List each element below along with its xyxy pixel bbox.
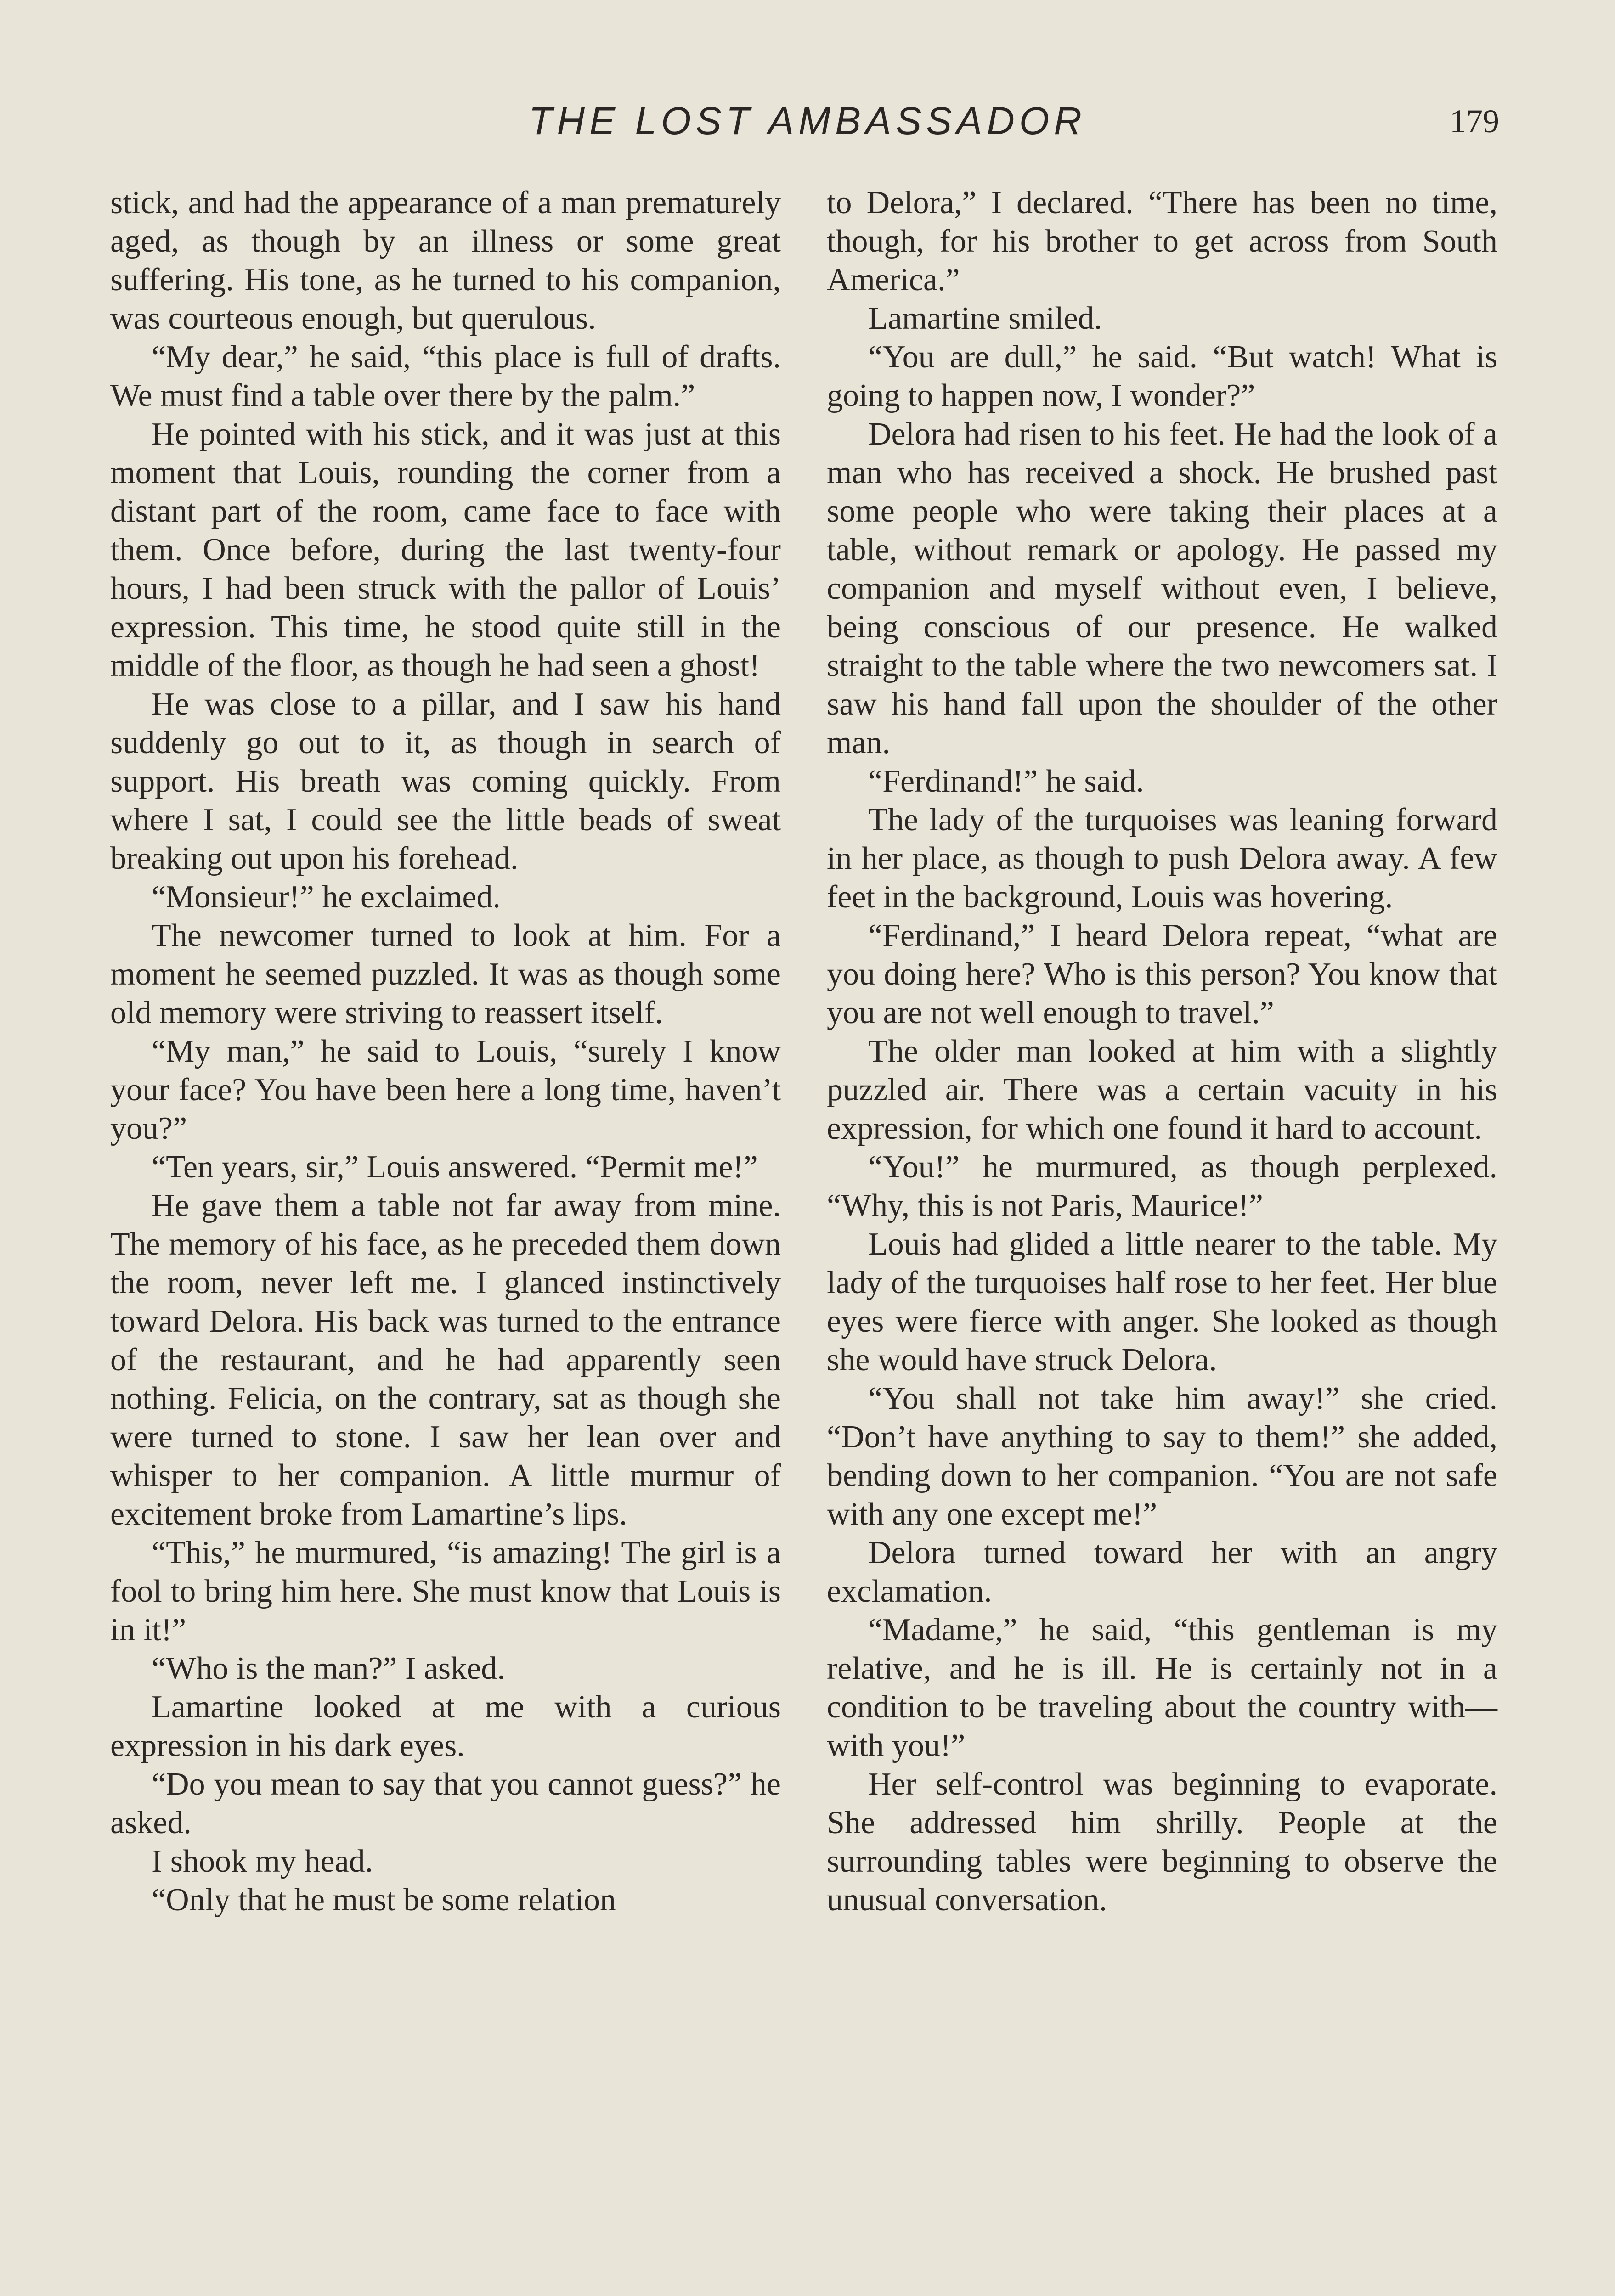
paragraph: Lamartine looked at me with a curious expression in his dark eyes. (110, 1689, 781, 1763)
paragraph: “Ferdinand,” I heard Delora repeat, “what are you doing here? Who is this person? You know that you are not well enough to travel.” (827, 918, 1497, 1030)
paragraph: “Only that he must be some relation (152, 1882, 616, 1918)
paragraph: The lady of the turquoises was leaning forward in her place, as though to push Delora away. A few feet in the background, Louis was hovering. (827, 802, 1497, 915)
paragraph: “Madame,” he said, “this gentleman is my relative, and he is ill. He is certainly not in a condition to be traveling about the country with—with you!” (827, 1612, 1497, 1763)
paragraph: to Delora,” I declared. “There has been no time, though, for his brother to get across from South America.” (827, 185, 1497, 298)
paragraph: “You!” he murmured, as though perplexed. “Why, this is not Paris, Maurice!” (827, 1149, 1497, 1223)
paragraph: “Ten years, sir,” Louis answered. “Permit me!” (152, 1149, 758, 1185)
paragraph: Delora had risen to his feet. He had the look of a man who has received a shock. He brushed past some people who were taking their places at a table, without remark or apology. He passed my companion and myself without even, I believe, being conscious of our presence. He walked straight to the table where the two newcomers sat. I saw his hand fall upon the shoulder of the other man. (827, 416, 1497, 760)
paragraph: Delora turned toward her with an angry exclamation. (827, 1535, 1497, 1609)
paragraph: “Ferdinand!” he said. (868, 764, 1144, 799)
paragraph: The older man looked at him with a slightly puzzled air. There was a certain vacuity in his expression, for which one found it hard to account. (827, 1034, 1497, 1146)
paragraph: The newcomer turned to look at him. For a moment he seemed puzzled. It was as though some old memory were striving to reassert itself. (110, 918, 781, 1030)
paragraph: He gave them a table not far away from mine. The memory of his face, as he preceded them down the room, never left me. I glanced instinctively toward Delora. His back was turned to the entrance of the restaurant, and he had apparently seen nothing. Felicia, on the contrary, sat as though she were turned to stone. I saw her lean over and whisper to her companion. A little murmur of excitement broke from Lamartine’s lips. (110, 1188, 781, 1532)
running-title: THE LOST AMBASSADOR (529, 99, 1086, 142)
paragraph: “My dear,” he said, “this place is full of drafts. We must find a table over there by the palm.” (110, 339, 781, 413)
paragraph: He pointed with his stick, and it was just at this moment that Louis, rounding the corner from a distant part of the room, came face to face with them. Once before, during the last twenty-four hours, I had been struck with the pallor of Louis’ expression. This time, he stood quite still in the middle of the floor, as though he had seen a ghost! (110, 416, 781, 683)
page-header (0, 99, 1615, 149)
paragraph: Lamartine smiled. (868, 301, 1102, 336)
paragraph: “You shall not take him away!” she cried. “Don’t have anything to say to them!” she added, bending down to her companion. “You are not safe with any one except me!” (827, 1381, 1497, 1532)
paragraph: stick, and had the appearance of a man prematurely aged, as though by an illness or some great suffering. His tone, as he turned to his companion, was courteous enough, but querulous. (110, 185, 781, 336)
paragraph: “Who is the man?” I asked. (152, 1651, 505, 1686)
paragraph: “Do you mean to say that you cannot guess?” he asked. (110, 1767, 781, 1840)
paragraph: “This,” he murmured, “is amazing! The girl is a fool to bring him here. She must know that Louis is in it!” (110, 1535, 781, 1648)
left-column (110, 184, 781, 1919)
right-column (827, 184, 1497, 1919)
paragraph: Louis had glided a little nearer to the table. My lady of the turquoises half rose to her feet. Her blue eyes were fierce with anger. She looked as though she would have struck Delora. (827, 1227, 1497, 1378)
paragraph: “My man,” he said to Louis, “surely I know your face? You have been here a long time, haven’t you?” (110, 1034, 781, 1146)
paragraph: Her self-control was beginning to evaporate. She addressed him shrilly. People at the surrounding tables were beginning to observe the unusual conversation. (827, 1767, 1497, 1918)
paragraph: I shook my head. (152, 1844, 373, 1879)
paragraph: “Monsieur!” he exclaimed. (152, 879, 501, 915)
page-number: 179 (1450, 103, 1499, 140)
paragraph: He was close to a pillar, and I saw his hand suddenly go out to it, as though in search of support. His breath was coming quickly. From where I sat, I could see the little beads of sweat breaking out upon his forehead. (110, 687, 781, 876)
paragraph: “You are dull,” he said. “But watch! What is going to happen now, I wonder?” (827, 339, 1497, 413)
